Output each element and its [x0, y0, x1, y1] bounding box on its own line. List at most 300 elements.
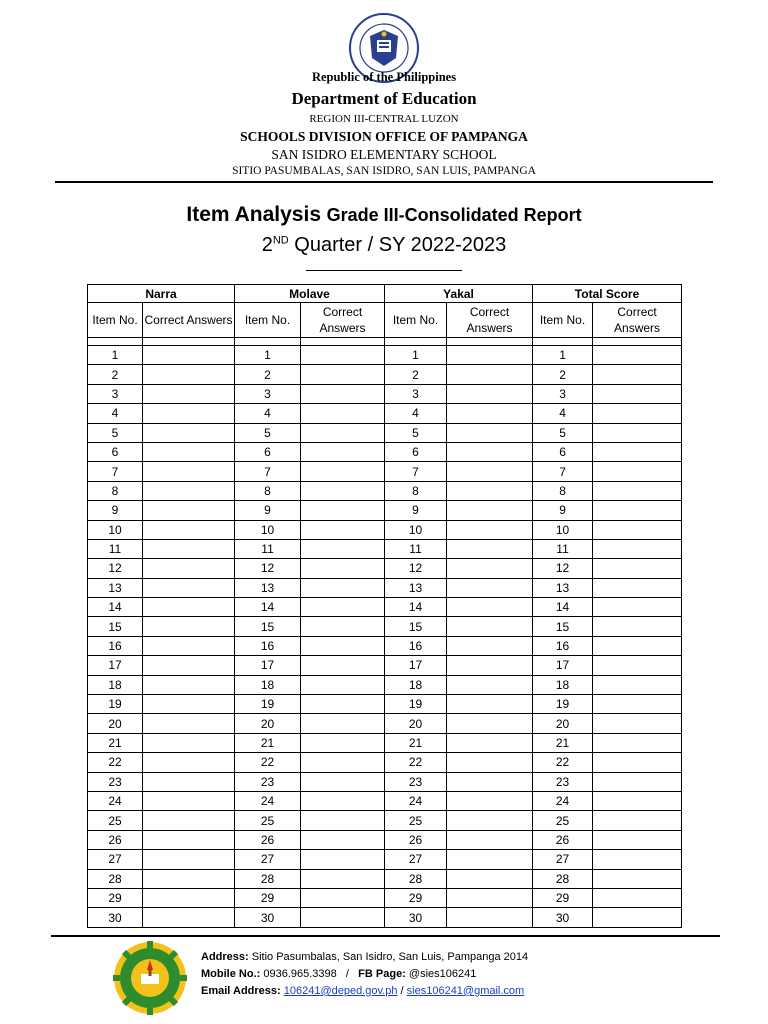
item-number-cell: 19: [88, 695, 143, 714]
item-number-cell: 16: [533, 636, 593, 655]
item-number-cell: 23: [88, 772, 143, 791]
correct-answers-cell[interactable]: [143, 772, 235, 791]
table-row: [88, 501, 682, 520]
correct-answers-cell[interactable]: [143, 462, 235, 481]
table-row: [88, 384, 682, 403]
correct-answers-cell[interactable]: [593, 462, 682, 481]
item-number-cell: 24: [88, 791, 143, 810]
item-number-cell: 17: [385, 656, 447, 675]
item-number-cell: 30: [88, 908, 143, 927]
item-number-cell: 2: [88, 365, 143, 384]
item-number-cell: 25: [533, 811, 593, 830]
item-number-cell: 7: [235, 462, 301, 481]
item-number-cell: 22: [235, 753, 301, 772]
item-number-cell: 23: [385, 772, 447, 791]
item-number-cell: 2: [533, 365, 593, 384]
correct-answers-cell[interactable]: [593, 888, 682, 907]
item-number-cell: 17: [533, 656, 593, 675]
correct-answers-cell[interactable]: [593, 598, 682, 617]
correct-answers-cell[interactable]: [447, 365, 533, 384]
correct-answers-cell[interactable]: [593, 714, 682, 733]
item-number-cell: 21: [88, 733, 143, 752]
correct-answers-cell[interactable]: [143, 617, 235, 636]
table-row: [88, 423, 682, 442]
table-row: [88, 791, 682, 810]
school-heading: SAN ISIDRO ELEMENTARY SCHOOL: [271, 147, 497, 162]
item-number-cell: 30: [235, 908, 301, 927]
item-number-cell: 16: [235, 636, 301, 655]
table-row: [88, 656, 682, 675]
item-number-cell: 8: [88, 481, 143, 500]
item-number-cell: 14: [88, 598, 143, 617]
spacer-cell: [385, 338, 447, 346]
item-number-cell: 17: [235, 656, 301, 675]
school-logo-icon: [112, 940, 188, 1016]
correct-answers-cell[interactable]: [593, 636, 682, 655]
item-number-cell: 15: [385, 617, 447, 636]
correct-answers-cell[interactable]: [447, 559, 533, 578]
correct-answers-cell[interactable]: [143, 442, 235, 461]
correct-answers-cell[interactable]: [301, 617, 385, 636]
correct-answers-cell[interactable]: [593, 830, 682, 849]
item-number-cell: 7: [533, 462, 593, 481]
item-number-cell: 10: [88, 520, 143, 539]
correct-answers-cell[interactable]: [301, 365, 385, 384]
correct-answers-cell[interactable]: [593, 384, 682, 403]
correct-answers-cell[interactable]: [301, 695, 385, 714]
mobile-label: Mobile No.:: [201, 968, 261, 980]
correct-answers-cell[interactable]: [593, 753, 682, 772]
correct-answers-cell[interactable]: [447, 811, 533, 830]
item-number-cell: 8: [385, 481, 447, 500]
correct-answers-cell[interactable]: [301, 423, 385, 442]
footer-email-line: Email Address: 106241@deped.gov.ph / sies106241@gmail.com: [201, 985, 525, 997]
group-header: Narra: [88, 285, 235, 303]
item-number-cell: 13: [385, 578, 447, 597]
item-no-header: Item No.: [88, 303, 143, 338]
item-number-cell: 3: [88, 384, 143, 403]
correct-answers-cell[interactable]: [301, 791, 385, 810]
item-number-cell: 29: [88, 888, 143, 907]
correct-answers-cell[interactable]: [447, 520, 533, 539]
quarter-suffix: ND: [272, 234, 289, 247]
item-number-cell: 25: [385, 811, 447, 830]
correct-answers-cell[interactable]: [301, 656, 385, 675]
table-row: [88, 908, 682, 927]
item-number-cell: 2: [385, 365, 447, 384]
table-row: [88, 675, 682, 694]
correct-answers-cell[interactable]: [301, 830, 385, 849]
correct-answers-cell[interactable]: [593, 559, 682, 578]
correct-answers-cell[interactable]: [447, 617, 533, 636]
correct-answers-cell[interactable]: [593, 501, 682, 520]
item-number-cell: 4: [88, 404, 143, 423]
footer-mobile-line: Mobile No.: 0936.965.3398 / FB Page: @sies106241: [201, 968, 477, 980]
correct-answers-cell[interactable]: [143, 850, 235, 869]
correct-answers-cell[interactable]: [143, 384, 235, 403]
spacer-cell: [143, 338, 235, 346]
item-number-cell: 1: [88, 346, 143, 365]
item-number-cell: 9: [533, 501, 593, 520]
mobile-value: 0936.965.3398: [263, 968, 337, 980]
group-header: Total Score: [533, 285, 682, 303]
correct-answers-cell[interactable]: [593, 617, 682, 636]
correct-answers-cell[interactable]: [143, 695, 235, 714]
item-number-cell: 6: [533, 442, 593, 461]
item-number-cell: 26: [235, 830, 301, 849]
correct-answers-cell[interactable]: [143, 539, 235, 558]
correct-answers-cell[interactable]: [301, 346, 385, 365]
item-number-cell: 11: [533, 539, 593, 558]
item-number-cell: 29: [533, 888, 593, 907]
item-number-cell: 21: [385, 733, 447, 752]
item-number-cell: 17: [88, 656, 143, 675]
correct-answers-cell[interactable]: [447, 636, 533, 655]
correct-answers-cell[interactable]: [593, 578, 682, 597]
spacer-cell: [235, 338, 301, 346]
correct-answers-cell[interactable]: [143, 520, 235, 539]
correct-answers-cell[interactable]: [593, 656, 682, 675]
item-number-cell: 20: [533, 714, 593, 733]
correct-answers-cell[interactable]: [593, 908, 682, 927]
correct-answers-cell[interactable]: [447, 830, 533, 849]
correct-answers-cell[interactable]: [593, 346, 682, 365]
table-row: [88, 520, 682, 539]
group-header-row: [88, 285, 682, 303]
correct-answers-cell[interactable]: [301, 869, 385, 888]
item-number-cell: 2: [235, 365, 301, 384]
correct-answers-cell[interactable]: [143, 830, 235, 849]
item-number-cell: 29: [235, 888, 301, 907]
table-row: [88, 598, 682, 617]
item-number-cell: 18: [88, 675, 143, 694]
footer-divider: [51, 935, 720, 937]
region-heading: REGION III-CENTRAL LUZON: [309, 113, 459, 125]
item-number-cell: 9: [235, 501, 301, 520]
correct-answers-cell[interactable]: [447, 501, 533, 520]
correct-answers-cell[interactable]: [301, 462, 385, 481]
footer-address-line: [201, 949, 528, 966]
item-number-cell: 15: [88, 617, 143, 636]
email-link-deped[interactable]: 106241@deped.gov.ph: [283, 985, 398, 997]
fb-label: FB Page:: [358, 968, 406, 980]
item-number-cell: 26: [385, 830, 447, 849]
item-number-cell: 11: [88, 539, 143, 558]
item-number-cell: 25: [88, 811, 143, 830]
item-number-cell: 14: [533, 598, 593, 617]
item-number-cell: 14: [235, 598, 301, 617]
correct-answers-cell[interactable]: [593, 850, 682, 869]
item-number-cell: 20: [235, 714, 301, 733]
address-label: Address:: [201, 951, 249, 963]
correct-answers-cell[interactable]: [593, 481, 682, 500]
item-number-cell: 15: [235, 617, 301, 636]
item-number-cell: 23: [235, 772, 301, 791]
item-number-cell: 27: [533, 850, 593, 869]
correct-answers-cell[interactable]: [143, 423, 235, 442]
republic-heading: Republic of the Philippines: [311, 70, 457, 84]
correct-answers-cell[interactable]: [143, 598, 235, 617]
table-row: [88, 539, 682, 558]
correct-answers-cell[interactable]: [593, 772, 682, 791]
item-number-cell: 30: [533, 908, 593, 927]
correct-answers-cell[interactable]: [301, 539, 385, 558]
correct-answers-cell[interactable]: [593, 539, 682, 558]
table-row: [88, 695, 682, 714]
item-number-cell: 16: [88, 636, 143, 655]
correct-answers-cell[interactable]: [301, 520, 385, 539]
item-number-cell: 10: [235, 520, 301, 539]
table-row: [88, 772, 682, 791]
correct-answers-cell[interactable]: [143, 481, 235, 500]
item-number-cell: 5: [235, 423, 301, 442]
correct-answers-cell[interactable]: [301, 442, 385, 461]
correct-answers-cell[interactable]: [301, 404, 385, 423]
item-number-cell: 7: [385, 462, 447, 481]
correct-answers-cell[interactable]: [143, 578, 235, 597]
table-row: [88, 346, 682, 365]
correct-answers-cell[interactable]: [301, 501, 385, 520]
correct-answers-cell[interactable]: [447, 481, 533, 500]
correct-answers-cell[interactable]: [593, 520, 682, 539]
item-number-cell: 23: [533, 772, 593, 791]
correct-answers-cell[interactable]: [447, 733, 533, 752]
item-number-cell: 28: [385, 869, 447, 888]
email-label: Email Address:: [201, 985, 281, 997]
correct-answers-header: Correct Answers: [143, 303, 235, 338]
correct-answers-cell[interactable]: [143, 791, 235, 810]
correct-answers-cell[interactable]: [447, 598, 533, 617]
item-no-header: Item No.: [385, 303, 447, 338]
correct-answers-cell[interactable]: [447, 462, 533, 481]
item-number-cell: 24: [235, 791, 301, 810]
correct-answers-cell[interactable]: [301, 908, 385, 927]
correct-answers-cell[interactable]: [301, 888, 385, 907]
item-number-cell: 1: [385, 346, 447, 365]
correct-answers-cell[interactable]: [593, 442, 682, 461]
item-number-cell: 3: [235, 384, 301, 403]
table-row: [88, 559, 682, 578]
correct-answers-cell[interactable]: [301, 714, 385, 733]
header-divider: [55, 181, 713, 183]
correct-answers-cell[interactable]: [447, 695, 533, 714]
correct-answers-cell[interactable]: [447, 578, 533, 597]
correct-answers-cell[interactable]: [301, 578, 385, 597]
correct-answers-cell[interactable]: [447, 772, 533, 791]
item-number-cell: 19: [235, 695, 301, 714]
table-row: [88, 617, 682, 636]
item-analysis-table: [87, 284, 682, 928]
item-number-cell: 3: [533, 384, 593, 403]
spacer-cell: [88, 338, 143, 346]
correct-answers-cell[interactable]: [143, 501, 235, 520]
item-number-cell: 28: [88, 869, 143, 888]
correct-answers-cell[interactable]: [143, 714, 235, 733]
correct-answers-cell[interactable]: [301, 481, 385, 500]
correct-answers-cell[interactable]: [593, 695, 682, 714]
correct-answers-cell[interactable]: [143, 811, 235, 830]
correct-answers-cell[interactable]: [143, 908, 235, 927]
correct-answers-cell[interactable]: [143, 559, 235, 578]
item-number-cell: 4: [385, 404, 447, 423]
correct-answers-cell[interactable]: [447, 714, 533, 733]
correct-answers-cell[interactable]: [301, 675, 385, 694]
correct-answers-cell[interactable]: [301, 636, 385, 655]
correct-answers-cell[interactable]: [143, 404, 235, 423]
table-row: [88, 636, 682, 655]
correct-answers-cell[interactable]: [143, 636, 235, 655]
correct-answers-cell[interactable]: [447, 908, 533, 927]
item-number-cell: 6: [88, 442, 143, 461]
spacer-row: [88, 338, 682, 346]
title-main: Item Analysis: [186, 203, 322, 226]
correct-answers-cell[interactable]: [301, 850, 385, 869]
correct-answers-cell[interactable]: [301, 772, 385, 791]
report-title: [0, 203, 768, 227]
item-number-cell: 10: [385, 520, 447, 539]
item-number-cell: 26: [533, 830, 593, 849]
correct-answers-cell[interactable]: [447, 656, 533, 675]
correct-answers-cell[interactable]: [301, 384, 385, 403]
correct-answers-cell[interactable]: [447, 791, 533, 810]
correct-answers-cell[interactable]: [143, 365, 235, 384]
correct-answers-cell[interactable]: [301, 598, 385, 617]
correct-answers-cell[interactable]: [593, 404, 682, 423]
item-number-cell: 10: [533, 520, 593, 539]
item-number-cell: 8: [533, 481, 593, 500]
correct-answers-cell[interactable]: [447, 850, 533, 869]
item-number-cell: 29: [385, 888, 447, 907]
table-row: [88, 365, 682, 384]
group-header: Yakal: [385, 285, 533, 303]
table-row: [88, 753, 682, 772]
item-number-cell: 14: [385, 598, 447, 617]
correct-answers-cell[interactable]: [143, 869, 235, 888]
table-row: [88, 404, 682, 423]
table-row: [88, 578, 682, 597]
correct-answers-cell[interactable]: [447, 384, 533, 403]
correct-answers-cell[interactable]: [593, 733, 682, 752]
item-number-cell: 5: [385, 423, 447, 442]
item-number-cell: 6: [235, 442, 301, 461]
correct-answers-cell[interactable]: [593, 811, 682, 830]
correct-answers-cell[interactable]: [143, 733, 235, 752]
spacer-cell: [533, 338, 593, 346]
correct-answers-cell[interactable]: [447, 753, 533, 772]
item-number-cell: 24: [533, 791, 593, 810]
correct-answers-cell[interactable]: [593, 423, 682, 442]
item-number-cell: 19: [385, 695, 447, 714]
address-value: Sitio Pasumbalas, San Isidro, San Luis, Pampanga 2014: [251, 951, 529, 963]
correct-answers-cell[interactable]: [447, 675, 533, 694]
correct-answers-cell[interactable]: [301, 733, 385, 752]
spacer-cell: [593, 338, 682, 346]
item-number-cell: 28: [533, 869, 593, 888]
correct-answers-cell[interactable]: [447, 404, 533, 423]
item-number-cell: 9: [385, 501, 447, 520]
item-no-header: Item No.: [235, 303, 301, 338]
table-row: [88, 714, 682, 733]
item-number-cell: 24: [385, 791, 447, 810]
table-row: [88, 830, 682, 849]
correct-answers-cell[interactable]: [447, 442, 533, 461]
item-number-cell: 18: [533, 675, 593, 694]
table-row: [88, 850, 682, 869]
item-number-cell: 13: [88, 578, 143, 597]
correct-answers-cell[interactable]: [593, 675, 682, 694]
item-number-cell: 12: [533, 559, 593, 578]
correct-answers-cell[interactable]: [447, 888, 533, 907]
item-number-cell: 7: [88, 462, 143, 481]
item-number-cell: 22: [533, 753, 593, 772]
table-row: [88, 811, 682, 830]
correct-answers-cell[interactable]: [301, 559, 385, 578]
correct-answers-cell[interactable]: [143, 888, 235, 907]
correct-answers-cell[interactable]: [301, 811, 385, 830]
table-row: [88, 733, 682, 752]
item-number-cell: 22: [385, 753, 447, 772]
item-number-cell: 21: [533, 733, 593, 752]
item-number-cell: 8: [235, 481, 301, 500]
quarter-rest: Quarter / SY 2022-2023: [288, 234, 507, 256]
correct-answers-cell[interactable]: [593, 869, 682, 888]
email-link-gmail[interactable]: sies106241@gmail.com: [406, 985, 525, 997]
correct-answers-cell[interactable]: [447, 539, 533, 558]
spacer-cell: [301, 338, 385, 346]
quarter-subtitle: [0, 234, 768, 257]
item-number-cell: 25: [235, 811, 301, 830]
correct-answers-cell[interactable]: [447, 423, 533, 442]
item-number-cell: 3: [385, 384, 447, 403]
division-heading: SCHOOLS DIVISION OFFICE OF PAMPANGA: [240, 129, 528, 144]
item-number-cell: 26: [88, 830, 143, 849]
item-number-cell: 27: [385, 850, 447, 869]
correct-answers-header: Correct Answers: [447, 303, 533, 338]
item-number-cell: 27: [235, 850, 301, 869]
sub-header-row: [88, 303, 682, 338]
fb-value: @sies106241: [408, 968, 477, 980]
correct-answers-cell[interactable]: [143, 753, 235, 772]
table-row: [88, 462, 682, 481]
correct-answers-cell[interactable]: [447, 346, 533, 365]
correct-answers-cell[interactable]: [143, 346, 235, 365]
correct-answers-cell[interactable]: [143, 656, 235, 675]
title-grade: Grade III-Consolidated Report: [326, 205, 582, 225]
item-number-cell: 11: [385, 539, 447, 558]
correct-answers-cell[interactable]: [301, 753, 385, 772]
item-number-cell: 12: [385, 559, 447, 578]
footer-contact: [201, 949, 528, 1000]
table-row: [88, 442, 682, 461]
correct-answers-cell[interactable]: [593, 365, 682, 384]
item-number-cell: 12: [88, 559, 143, 578]
item-number-cell: 20: [385, 714, 447, 733]
correct-answers-cell[interactable]: [593, 791, 682, 810]
table-row: [88, 481, 682, 500]
group-header: Molave: [235, 285, 385, 303]
item-number-cell: 16: [385, 636, 447, 655]
correct-answers-cell[interactable]: [143, 675, 235, 694]
item-number-cell: 20: [88, 714, 143, 733]
item-number-cell: 21: [235, 733, 301, 752]
item-number-cell: 12: [235, 559, 301, 578]
item-number-cell: 19: [533, 695, 593, 714]
item-number-cell: 28: [235, 869, 301, 888]
item-number-cell: 22: [88, 753, 143, 772]
item-number-cell: 5: [88, 423, 143, 442]
item-number-cell: 13: [533, 578, 593, 597]
correct-answers-cell[interactable]: [447, 869, 533, 888]
